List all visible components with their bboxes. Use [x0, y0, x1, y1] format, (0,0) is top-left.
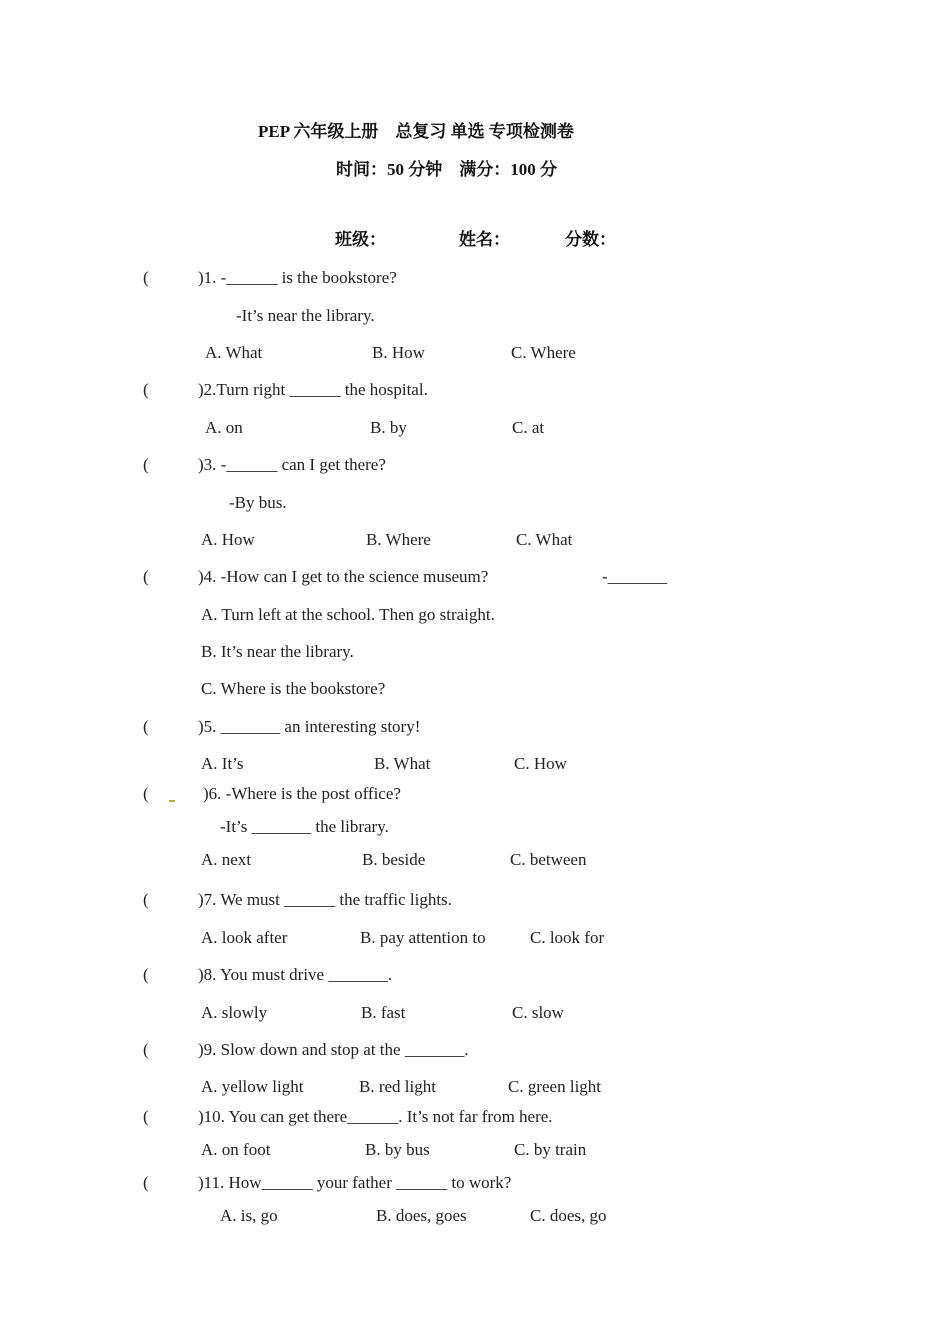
answer-paren: (: [143, 717, 149, 736]
question-7-stem: )7. We must ______ the traffic lights.: [198, 890, 452, 909]
name-label: 姓名：: [459, 230, 510, 249]
question-7-option-c: C. look for: [530, 928, 605, 947]
question-11-stem: )11. How______ your father ______ to work?: [198, 1173, 512, 1192]
question-7-option-a: A. look after: [201, 928, 288, 947]
answer-paren: (: [143, 784, 149, 803]
question-4-stem: )4. -How can I get to the science museum?: [198, 567, 489, 586]
question-7-option-b: B. pay attention to: [360, 928, 486, 947]
score-label: 分数：: [565, 230, 616, 249]
answer-paren: (: [143, 268, 149, 287]
question-9-option-c: C. green light: [508, 1077, 602, 1096]
exam-time-score: 时间：50 分钟 满分：100 分: [336, 160, 557, 179]
question-8-option-b: B. fast: [361, 1003, 406, 1022]
question-8-option-a: A. slowly: [201, 1003, 268, 1022]
question-5-option-a: A. It’s: [201, 754, 244, 773]
question-6-line: -It’s _______ the library.: [220, 817, 389, 836]
question-3-option-a: A. How: [201, 530, 255, 549]
question-3-option-c: C. What: [516, 530, 573, 549]
answer-paren: (: [143, 1107, 149, 1126]
question-4-option-a: A. Turn left at the school. Then go straight.: [201, 605, 495, 624]
question-4-option-c: C. Where is the bookstore?: [201, 679, 386, 698]
question-1-stem: )1. -______ is the bookstore?: [198, 268, 397, 287]
question-11-option-c: C. does, go: [530, 1206, 607, 1225]
answer-paren: (: [143, 567, 149, 586]
question-3-option-b: B. Where: [366, 530, 431, 549]
question-6-option-a: A. next: [201, 850, 252, 869]
mark-tick: [169, 800, 175, 802]
question-1-option-a: A. What: [205, 343, 263, 362]
question-10-stem: )10. You can get there______. It’s not far from here.: [198, 1107, 553, 1126]
question-6-option-c: C. between: [510, 850, 587, 869]
question-3-stem: )3. -______ can I get there?: [198, 455, 386, 474]
class-label: 班级：: [335, 230, 386, 249]
answer-paren: (: [143, 455, 149, 474]
question-5-option-b: B. What: [374, 754, 431, 773]
question-6-stem: )6. -Where is the post office?: [203, 784, 401, 803]
question-9-stem: )9. Slow down and stop at the _______.: [198, 1040, 469, 1059]
question-1-line: -It’s near the library.: [236, 306, 375, 325]
question-10-option-b: B. by bus: [365, 1140, 430, 1159]
question-4-option-b: B. It’s near the library.: [201, 642, 354, 661]
question-9-option-b: B. red light: [359, 1077, 436, 1096]
question-6-option-b: B. beside: [362, 850, 426, 869]
question-8-stem: )8. You must drive _______.: [198, 965, 393, 984]
question-5-option-c: C. How: [514, 754, 567, 773]
page-title: PEP 六年级上册 总复习 单选 专项检测卷: [258, 122, 574, 141]
question-5-stem: )5. _______ an interesting story!: [198, 717, 421, 736]
answer-paren: (: [143, 380, 149, 399]
question-11-option-b: B. does, goes: [376, 1206, 467, 1225]
answer-paren: (: [143, 890, 149, 909]
answer-paren: (: [143, 965, 149, 984]
answer-paren: (: [143, 1173, 149, 1192]
question-9-option-a: A. yellow light: [201, 1077, 304, 1096]
question-1-option-b: B. How: [372, 343, 425, 362]
question-10-option-a: A. on foot: [201, 1140, 271, 1159]
question-2-option-a: A. on: [205, 418, 243, 437]
question-3-line: -By bus.: [229, 493, 287, 512]
question-2-option-b: B. by: [370, 418, 407, 437]
question-2-option-c: C. at: [512, 418, 545, 437]
question-10-option-c: C. by train: [514, 1140, 587, 1159]
question-2-stem: )2.Turn right ______ the hospital.: [198, 380, 428, 399]
question-4-answer-blank: -_______: [602, 567, 668, 586]
answer-paren: (: [143, 1040, 149, 1059]
question-11-option-a: A. is, go: [220, 1206, 278, 1225]
question-1-option-c: C. Where: [511, 343, 576, 362]
question-8-option-c: C. slow: [512, 1003, 564, 1022]
